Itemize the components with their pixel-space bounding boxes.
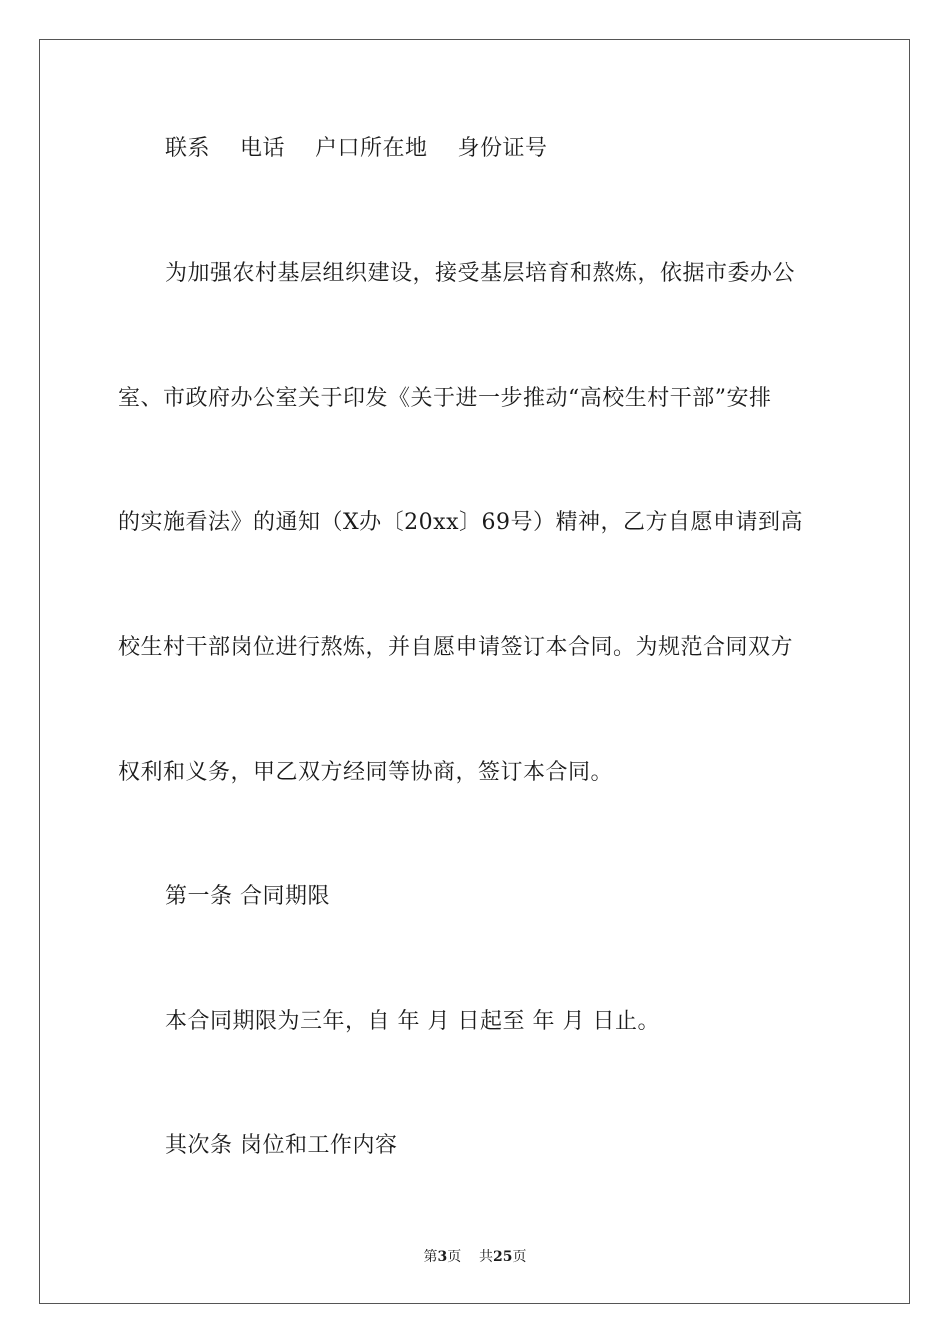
contact-fields-line: 联系 电话 户口所在地 身份证号 xyxy=(165,136,548,161)
contract-term-line: 本合同期限为三年，自 年 月 日起至 年 月 日止。 xyxy=(165,1009,660,1034)
paragraph-line: 为加强农村基层组织建设，接受基层培育和熬炼，依据市委办公 xyxy=(165,261,796,286)
paragraph-line: 的实施看法》的通知（X办〔20xx〕69号）精神，乙方自愿申请到高 xyxy=(118,510,803,535)
page-label-prefix: 第 xyxy=(423,1249,438,1265)
paragraph-line: 校生村干部岗位进行熬炼，并自愿申请签订本合同。为规范合同双方 xyxy=(118,635,794,660)
paragraph-line: 室、市政府办公室关于印发《关于进一步推动“高校生村干部”安排 xyxy=(118,386,772,411)
section-heading-2: 其次条 岗位和工作内容 xyxy=(165,1133,398,1158)
total-label-suffix: 页 xyxy=(512,1249,527,1265)
total-label-prefix: 共 xyxy=(479,1249,494,1265)
paragraph-line: 权利和义务，甲乙双方经同等协商，签订本合同。 xyxy=(118,760,614,785)
total-pages-number: 25 xyxy=(493,1249,513,1265)
page-footer xyxy=(0,1247,950,1267)
current-page-number: 3 xyxy=(437,1249,448,1265)
page-border xyxy=(39,39,910,1304)
section-heading-1: 第一条 合同期限 xyxy=(165,884,330,909)
page-label-suffix: 页 xyxy=(447,1249,462,1265)
